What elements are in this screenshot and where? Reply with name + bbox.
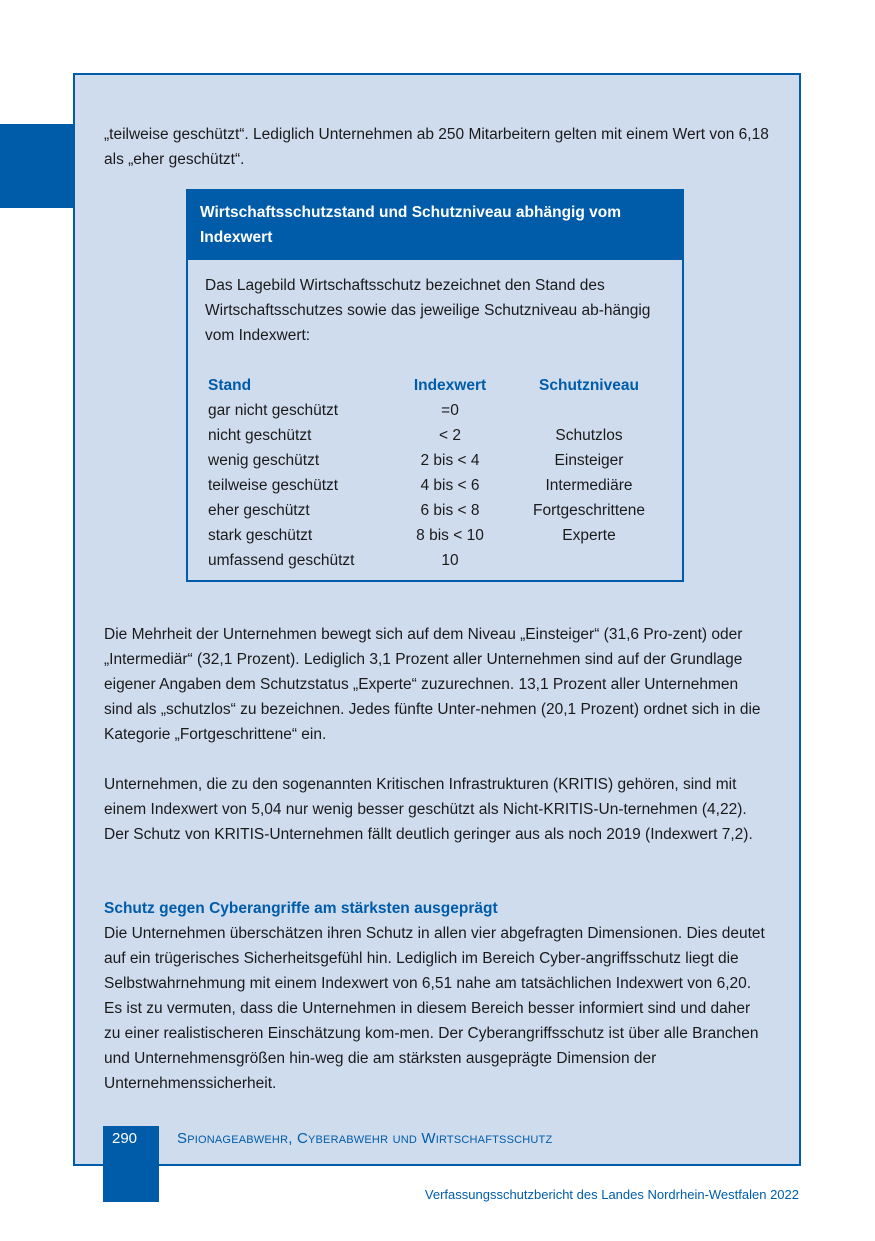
cell-indexwert: < 2 xyxy=(439,427,461,444)
table-header-row xyxy=(208,373,678,398)
running-head: Spionageabwehr, Cyberabwehr und Wirtschaftsschutz xyxy=(177,1130,553,1147)
intro-paragraph: „teilweise geschützt“. Lediglich Unternehmen ab 250 Mitarbeitern gelten mit einem Wert von 6,18 als „eher geschützt“. xyxy=(104,126,769,168)
cell-indexwert: =0 xyxy=(441,402,459,419)
paragraph-kritis: Unternehmen, die zu den sogenannten Kritischen Infrastrukturen (KRITIS) gehören, sind mit einem Indexwert von 5,04 nur wenig besser geschützt als Nicht-KRITIS-Un-ternehmen (4,22). Der Schutz von KRITIS-Unternehmen fällt deutlich geringer aus als noch 2019 (Indexwert 7,2). xyxy=(104,776,753,843)
cell-schutzniveau: Fortgeschrittene xyxy=(533,502,645,519)
cell-stand: nicht geschützt xyxy=(208,427,312,444)
cell-indexwert: 10 xyxy=(441,552,459,569)
cell-stand: teilweise geschützt xyxy=(208,477,339,494)
cell-stand: eher geschützt xyxy=(208,502,310,519)
cell-schutzniveau xyxy=(500,548,678,573)
cell-stand: wenig geschützt xyxy=(208,452,320,469)
table-row xyxy=(208,473,678,498)
cell-stand: stark geschützt xyxy=(208,527,313,544)
table-row xyxy=(208,498,678,523)
cell-stand: umfassend geschützt xyxy=(208,552,355,569)
column-header-stand: Stand xyxy=(208,377,252,394)
protection-level-table xyxy=(208,373,678,573)
info-box-title: Wirtschaftsschutzstand und Schutzniveau abhängig vom Indexwert xyxy=(188,191,682,260)
cell-stand: gar nicht geschützt xyxy=(208,402,339,419)
cell-indexwert: 8 bis < 10 xyxy=(416,527,484,544)
side-color-tab xyxy=(0,124,74,208)
cell-schutzniveau: Intermediäre xyxy=(545,477,633,494)
cell-indexwert: 2 bis < 4 xyxy=(420,452,480,469)
page-number: 290 xyxy=(103,1126,159,1202)
cell-indexwert: 6 bis < 8 xyxy=(420,502,480,519)
column-header-schutzniveau: Schutzniveau xyxy=(539,377,639,394)
cell-schutzniveau: Einsteiger xyxy=(554,452,624,469)
table-row xyxy=(208,448,678,473)
cell-schutzniveau: Schutzlos xyxy=(555,427,623,444)
info-box-body: Das Lagebild Wirtschaftsschutz bezeichnet den Stand des Wirtschaftsschutzes sowie das jeweilige Schutzniveau ab-hängig vom Indexwert: xyxy=(205,277,651,344)
page-footer: Verfassungsschutzbericht des Landes Nordrhein-Westfalen 2022 xyxy=(424,1187,799,1202)
section-heading: Schutz gegen Cyberangriffe am stärksten ausgeprägt xyxy=(104,900,498,917)
table-row xyxy=(208,398,678,423)
table-row xyxy=(208,523,678,548)
cell-indexwert: 4 bis < 6 xyxy=(420,477,480,494)
paragraph-levels: Die Mehrheit der Unternehmen bewegt sich auf dem Niveau „Einsteiger“ (31,6 Pro-zent) oder „Intermediär“ (32,1 Prozent). Lediglich 3,1 Prozent aller Unternehmen sind auf der Grundlage eigener Angaben dem Schutzstatus „Experte“ zuzurechnen. 13,1 Prozent aller Unternehmen sind als „schutzlos“ zu bezeichnen. Jedes fünfte Unter-nehmen (20,1 Prozent) ordnet sich in die Kategorie „Fortgeschrittene“ ein. xyxy=(104,626,761,743)
cell-schutzniveau: Experte xyxy=(562,527,616,544)
column-header-indexwert: Indexwert xyxy=(413,377,487,394)
paragraph-cyber: Die Unternehmen überschätzen ihren Schutz in allen vier abgefragten Dimensionen. Dies deutet auf ein trügerisches Sicherheitsgefühl hin. Lediglich im Bereich Cyber-angriffsschutz liegt die Selbstwahrnehmung mit einem Indexwert von 6,51 nahe am tatsächlichen Indexwert von 6,20. Es ist zu vermuten, dass die Unternehmen in diesem Bereich besser informiert sind und daher zu einer realistischeren Einschätzung kom-men. Der Cyberangriffsschutz ist über alle Branchen und Unternehmensgrößen hin-weg die am stärksten ausgeprägte Dimension der Unternehmenssicherheit. xyxy=(104,925,765,1092)
info-box xyxy=(186,189,684,582)
table-row xyxy=(208,423,678,448)
table-row xyxy=(208,548,678,573)
cell-schutzniveau xyxy=(500,398,678,423)
